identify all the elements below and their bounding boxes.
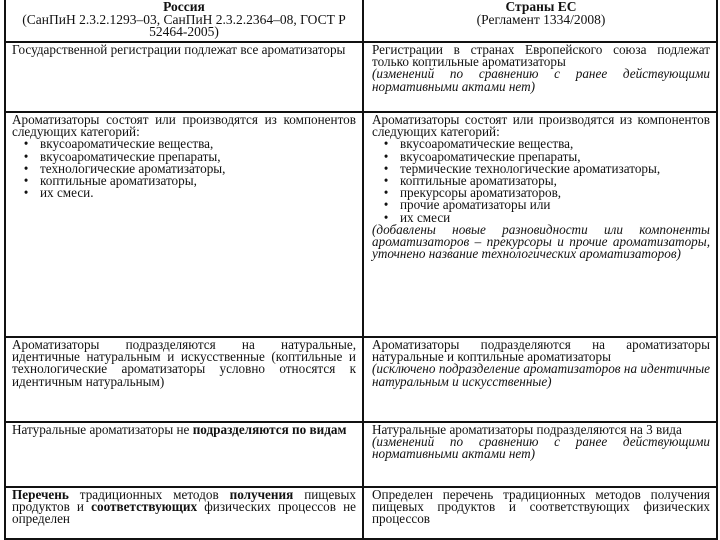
cell-text: Натуральные ароматизаторы не подразделяются по видам [12,423,347,437]
cell-russia [6,338,364,423]
list-item: • термические технологические ароматизаторы, [372,163,710,175]
cell-russia [6,113,364,338]
comparison-table [4,0,718,540]
cell-intro: Ароматизаторы состоят или производятся из компонентов следующих категорий: [12,113,356,140]
header-row [6,0,716,41]
cell-text: Натуральные ароматизаторы подразделяются на 3 вида [372,423,682,437]
bullet-marker: • [23,136,29,152]
cell-note: (изменений по сравнению с ранее действующими нормативными актами нет) [372,434,710,462]
list-item: • коптильные ароматизаторы, [12,175,356,187]
cell-text: Ароматизаторы подразделяются на натуральные, идентичные натуральным и искусственные (коптильные и технологические ароматизаторы условно относятся к идентичным натуральным) [12,338,356,389]
bullet-marker: • [23,173,29,189]
bullet-marker: • [23,148,29,164]
header-eu-title: Страны ЕС [505,0,577,14]
list-item: • их смеси [372,212,710,224]
bullet-marker: • [383,185,389,201]
cell-text: Регистрации в странах Европейского союза подлежат только коптильные ароматизаторы [372,43,710,70]
cell-note: (добавлены новые разновидности или компоненты ароматизаторов – прекурсоры и прочие ароматизаторы, уточнено название технологических ароматизаторов) [372,221,710,262]
list-item: • вкусоароматические вещества, [12,138,356,150]
list-item: • вкусоароматические вещества, [372,138,710,150]
table-row [6,486,716,538]
list-item: • технологические ароматизаторы, [12,163,356,175]
cell-intro: Ароматизаторы состоят или производятся из компонентов следующих категорий: [372,113,710,140]
bullet-marker: • [383,173,389,189]
header-russia-sources: (СанПиН 2.3.2.1293–03, СанПиН 2.3.2.2364–08, ГОСТ Р 52464-2005) [22,11,346,39]
cell-eu [366,338,716,423]
list-item: • прекурсоры ароматизаторов, [372,187,710,199]
cell-eu [366,43,716,113]
bullet-marker: • [383,160,389,176]
table-row [6,41,716,113]
bullet-marker: • [383,136,389,152]
cell-russia [6,423,364,488]
list-item: • вкусоароматические препараты, [12,151,356,163]
bullet-marker: • [383,209,389,225]
cell-text: Определен перечень традиционных методов получения пищевых продуктов и соответствующих физических процессов [372,488,710,527]
list-item: • прочие ароматизаторы или [372,199,710,211]
cell-note: (исключено подразделение ароматизаторов на идентичные натуральным и искусственные) [372,361,710,389]
cell-eu [366,423,716,488]
bullet-marker: • [383,197,389,213]
header-eu [366,0,716,41]
cell-text: Ароматизаторы подразделяются на ароматизаторы натуральные и коптильные ароматизаторы [372,338,710,365]
table-row [6,421,716,488]
bullet-marker: • [383,148,389,164]
header-russia [6,0,364,41]
cell-eu [366,488,716,538]
cell-text: Перечень традиционных методов получения пищевых продуктов и соответствующих физических процессов не определен [12,488,356,527]
bullet-marker: • [23,185,29,201]
table-row [6,111,716,338]
header-eu-sources: (Регламент 1334/2008) [476,11,606,27]
header-russia-title: Россия [163,0,205,14]
list-item: • коптильные ароматизаторы, [372,175,710,187]
list-item: • их смеси. [12,187,356,199]
cell-note: (изменений по сравнению с ранее действующими нормативными актами нет) [372,66,710,94]
cell-text: Государственной регистрации подлежат все ароматизаторы [12,43,346,57]
cell-eu [366,113,716,338]
table-row [6,336,716,423]
list-item: • вкусоароматические препараты, [372,151,710,163]
bullet-marker: • [23,160,29,176]
cell-russia [6,488,364,538]
cell-russia [6,43,364,113]
